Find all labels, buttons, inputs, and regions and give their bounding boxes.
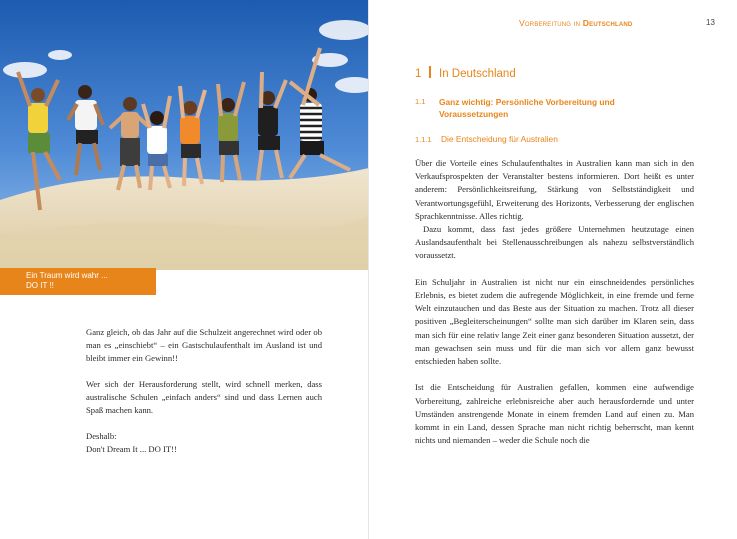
left-closing-2: Don't Dream It ... DO IT!! xyxy=(86,444,177,454)
right-paragraph-3: Ein Schuljahr in Australien ist nicht nur ein einschneidendes persönliches Erlebnis, es bietet zudem die aufregende Möglichkeit, in eine fremde und ferne Welt einzutauchen und das Beste aus der Situation zu machen. Trotz all dieser positiven „Begleiterscheinungen“ sollte man sich darüber im Klaren sein, dass man sich für eine relativ lange Zeit einer ganz besonderen Situation aussetzt, der man gewachsen sein muss und für die man sich vor allem ganz bewusst entschieden haben sollte. xyxy=(415,276,694,367)
section-title: Ganz wichtig: Persönliche Vorbereitung und Voraussetzungen xyxy=(439,97,615,119)
right-paragraph-2: Dazu kommt, dass fast jedes größere Unternehmen heutzutage einen Auslandsaufenthalt bei Stellenausschreibungen als nahezu selbstverständlich voraussetzt. xyxy=(415,224,694,261)
left-closing-1: Deshalb: xyxy=(86,431,117,441)
photo-caption xyxy=(0,268,156,295)
left-paragraph-2: Wer sich der Herausforderung stellt, wird schnell merken, dass australische Schulen „einfach anders“ sind und dass Lernen auch Spaß machen kann. xyxy=(86,379,322,415)
left-body-text xyxy=(86,326,322,456)
chapter-heading xyxy=(415,66,516,80)
caption-line-1: Ein Traum wird wahr ... xyxy=(26,271,108,280)
running-head-bold: Deutschland xyxy=(582,18,633,28)
section-number: 1.1 xyxy=(415,97,426,106)
chapter-title: In Deutschland xyxy=(439,68,516,80)
section-heading xyxy=(415,96,675,120)
chapter-number: 1 xyxy=(415,68,422,80)
caption-line-2: DO IT !! xyxy=(26,281,54,290)
subsection-heading xyxy=(415,134,558,144)
subsection-title: Die Entscheidung für Australien xyxy=(441,134,558,144)
left-paragraph-1: Ganz gleich, ob das Jahr auf die Schulzeit angerechnet wird oder ob man es „einschiebt“ – ein Gastschulaufenthalt im Ausland ist und bleibt immer ein Gewinn!! xyxy=(86,327,322,363)
chapter-bar xyxy=(429,66,431,78)
page-number: 13 xyxy=(706,18,715,27)
right-paragraph-1: Über die Vorteile eines Schulaufenthaltes in Australien kann man sich in den Verkaufsprospekten der Veranstalter bestens informieren. Dort heißt es unter anderem: Persönlichkeitsreifung, Stärkung von Selbstständigkeit und Verantwortungsgefühl, Erweiterung des Horizonts, Verbesserung der englischen Sprachkenntnisse. Alles richtig. xyxy=(415,158,694,221)
right-page xyxy=(369,0,737,539)
running-head-prefix: Vorbereitung in xyxy=(519,18,583,28)
jumping-teens-photo xyxy=(0,0,369,270)
right-body-text xyxy=(415,157,694,447)
right-paragraph-4: Ist die Entscheidung für Australien gefallen, kommen eine aufwendige Vorbereitung, zahlreiche erlebnisreiche aber auch herausfordernde und unter Umständen anstrengende Monate in einem fremden Land auf einen zu. Man kommt in ein Land, dessen Sprache man nicht richtig beherrscht, man kennt nichts und niemanden – weder die Schule noch die xyxy=(415,382,694,446)
running-head xyxy=(519,18,632,28)
subsection-number: 1.1.1 xyxy=(415,135,432,144)
